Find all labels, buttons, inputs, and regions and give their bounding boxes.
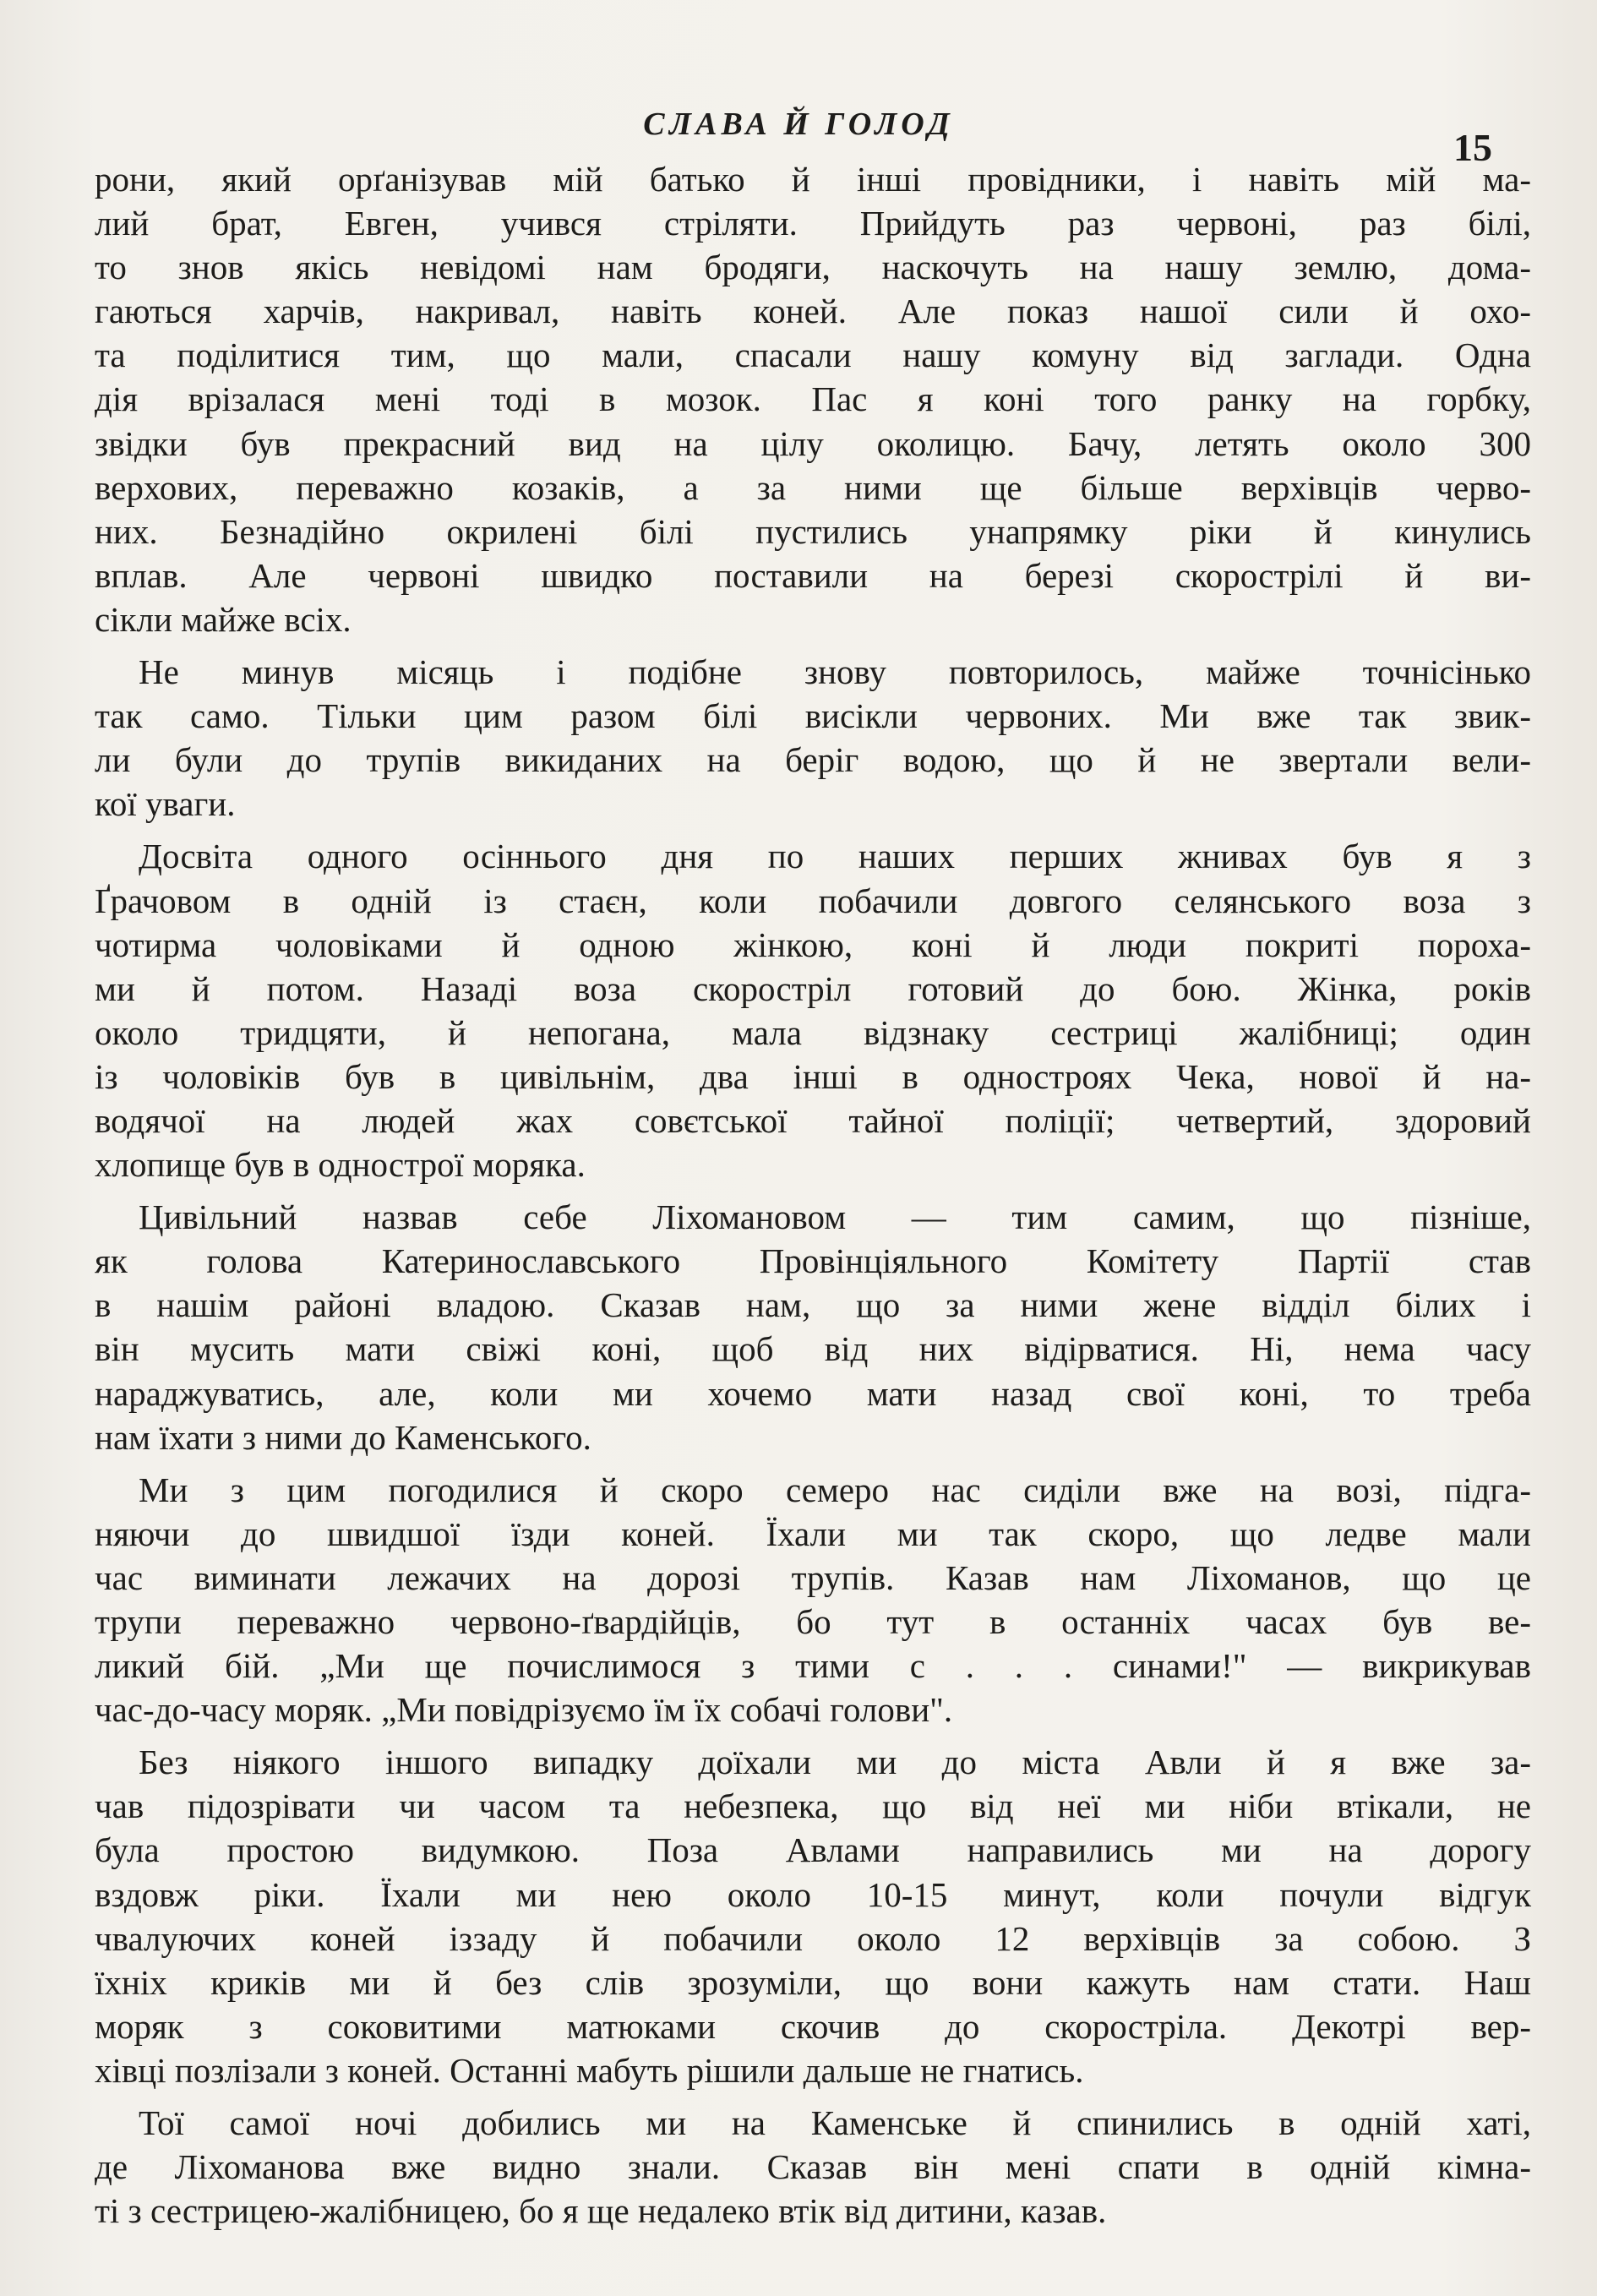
- paragraph-gap: [95, 641, 1531, 650]
- text-line: хлопище був в однострої моряка.: [95, 1145, 586, 1185]
- text-line: вплав. Але червоні швидко поставили на березі скорострілі й ви-: [95, 555, 1531, 595]
- text-line: час виминати лежачих на дорозі трупів. Казав нам Ліхоманов, що це: [95, 1557, 1531, 1597]
- text-line: як голова Катеринославського Провінціяльного Комітету Партії став: [95, 1241, 1531, 1281]
- text-line: їхніх криків ми й без слів зрозуміли, що вони кажуть нам стати. Наш: [95, 1962, 1531, 2002]
- paragraph-gap: [95, 826, 1531, 834]
- text-line: Досвіта одного осіннього дня по наших перших жнивах був я з: [139, 837, 1531, 876]
- paragraph: [95, 1468, 1531, 1732]
- text-line: ликий бій. „Ми ще почислимося з тими с . . . синами!" — викрикував: [95, 1646, 1531, 1686]
- text-line: трупи переважно червоно-ґвардійців, бо тут в останніх часах був ве-: [95, 1602, 1531, 1641]
- text-line: нам їхати з ними до Каменського.: [95, 1417, 591, 1457]
- text-line: лий брат, Евген, учився стріляти. Прийдуть раз червоні, раз білі,: [95, 204, 1531, 243]
- paragraph: [95, 834, 1531, 1186]
- text-line: Тої самої ночі добились ми на Каменське й спинились в одній хаті,: [139, 2103, 1531, 2143]
- text-line: Без ніякого іншого випадку доїхали ми до міста Авли й я вже за-: [139, 1742, 1531, 1782]
- text-line: де Ліхоманова вже видно знали. Сказав він мені спати в одній кімна-: [95, 2147, 1531, 2187]
- text-line: верхових, переважно козаків, а за ними ще більше верхівців черво-: [95, 467, 1531, 507]
- text-line: нараджуватись, але, коли ми хочемо мати назад свої коні, то треба: [95, 1373, 1531, 1413]
- text-line: гаються харчів, накривал, навіть коней. Але показ нашої сили й охо-: [95, 292, 1531, 331]
- text-line: дія врізалася мені тоді в мозок. Пас я коні того ранку на горбку,: [95, 379, 1531, 419]
- text-line: хівці позлізали з коней. Останні мабуть рішили дальше не гнатись.: [95, 2050, 1084, 2090]
- body-text: [95, 157, 1531, 2233]
- text-line: була простою видумкою. Поза Авлами направились ми на дорогу: [95, 1830, 1531, 1870]
- text-line: ми й потом. Назаді воза скоростріл готовий до бою. Жінка, років: [95, 968, 1531, 1008]
- text-line: чотирма чоловіками й одною жінкою, коні й люди покриті пороха-: [95, 924, 1531, 964]
- text-line: чав підозрівати чи часом та небезпека, що від неї ми ніби втікали, не: [95, 1786, 1531, 1826]
- text-line: час-до-часу моряк. „Ми повідрізуємо їм їх собачі голови".: [95, 1690, 953, 1730]
- text-line: то знов якісь невідомі нам бродяги, наскочуть на нашу землю, дома-: [95, 248, 1531, 287]
- text-line: кої уваги.: [95, 784, 236, 824]
- paragraph-gap: [95, 1459, 1531, 1468]
- text-line: водячої на людей жах совєтської тайної поліції; четвертий, здоровий: [95, 1100, 1531, 1140]
- paragraph: [95, 157, 1531, 641]
- text-line: около тридцяти, й непогана, мала відзнаку сестриці жалібниці; один: [95, 1012, 1531, 1052]
- text-line: рони, який орґанізував мій батько й інші провідники, і навіть мій ма-: [95, 160, 1531, 199]
- text-line: із чоловіків був в цивільнім, два інші в одностроях Чека, нової й на-: [95, 1056, 1531, 1096]
- text-line: так само. Тільки цим разом білі висікли червоних. Ми вже так звик-: [95, 696, 1531, 736]
- text-line: чвалуючих коней іззаду й побачили около 12 верхівців за собою. З: [95, 1918, 1531, 1958]
- text-line: звідки був прекрасний вид на цілу околицю. Бачу, летять около 300: [95, 423, 1531, 463]
- text-line: сікли майже всіх.: [95, 599, 352, 639]
- paragraph: [95, 1740, 1531, 2092]
- paragraph-gap: [95, 1186, 1531, 1195]
- paragraph-gap: [95, 1732, 1531, 1740]
- text-line: ли були до трупів викиданих на беріг водою, що й не звертали вели-: [95, 740, 1531, 780]
- paragraph: [95, 1195, 1531, 1459]
- paragraph-gap: [95, 2092, 1531, 2101]
- text-line: Цивільний назвав себе Ліхомановом — тим самим, що пізніше,: [139, 1197, 1531, 1237]
- text-line: він мусить мати свіжі коні, щоб від них відірватися. Ні, нема часу: [95, 1329, 1531, 1369]
- text-line: Не минув місяць і подібне знову повторилось, майже точнісінько: [139, 652, 1531, 692]
- text-line: Ґрачовом в одній із стаєн, коли побачили довгого селянського воза з: [95, 881, 1531, 920]
- text-line: них. Безнадійно окрилені білі пустились унапрямку ріки й кинулись: [95, 511, 1531, 551]
- text-line: та поділитися тим, що мали, спасали нашу комуну від заглади. Одна: [95, 335, 1531, 375]
- text-line: в нашім районі владою. Сказав нам, що за ними жене відділ білих і: [95, 1285, 1531, 1325]
- text-line: вздовж ріки. Їхали ми нею около 10-15 минут, коли почули відгук: [95, 1874, 1531, 1914]
- text-line: няючи до швидшої їзди коней. Їхали ми так скоро, що ледве мали: [95, 1513, 1531, 1553]
- running-title: СЛАВА Й ГОЛОД: [643, 106, 954, 142]
- paragraph: [95, 2101, 1531, 2233]
- text-line: моряк з соковитими матюками скочив до скоростріла. Декотрі вер-: [95, 2006, 1531, 2046]
- page-number: 15: [1453, 126, 1492, 169]
- text-line: Ми з цим погодилися й скоро семеро нас сиділи вже на возі, підга-: [139, 1470, 1531, 1509]
- paragraph: [95, 650, 1531, 826]
- text-line: ті з сестрицею-жалібницею, бо я ще недалеко втік від дитини, казав.: [95, 2191, 1107, 2231]
